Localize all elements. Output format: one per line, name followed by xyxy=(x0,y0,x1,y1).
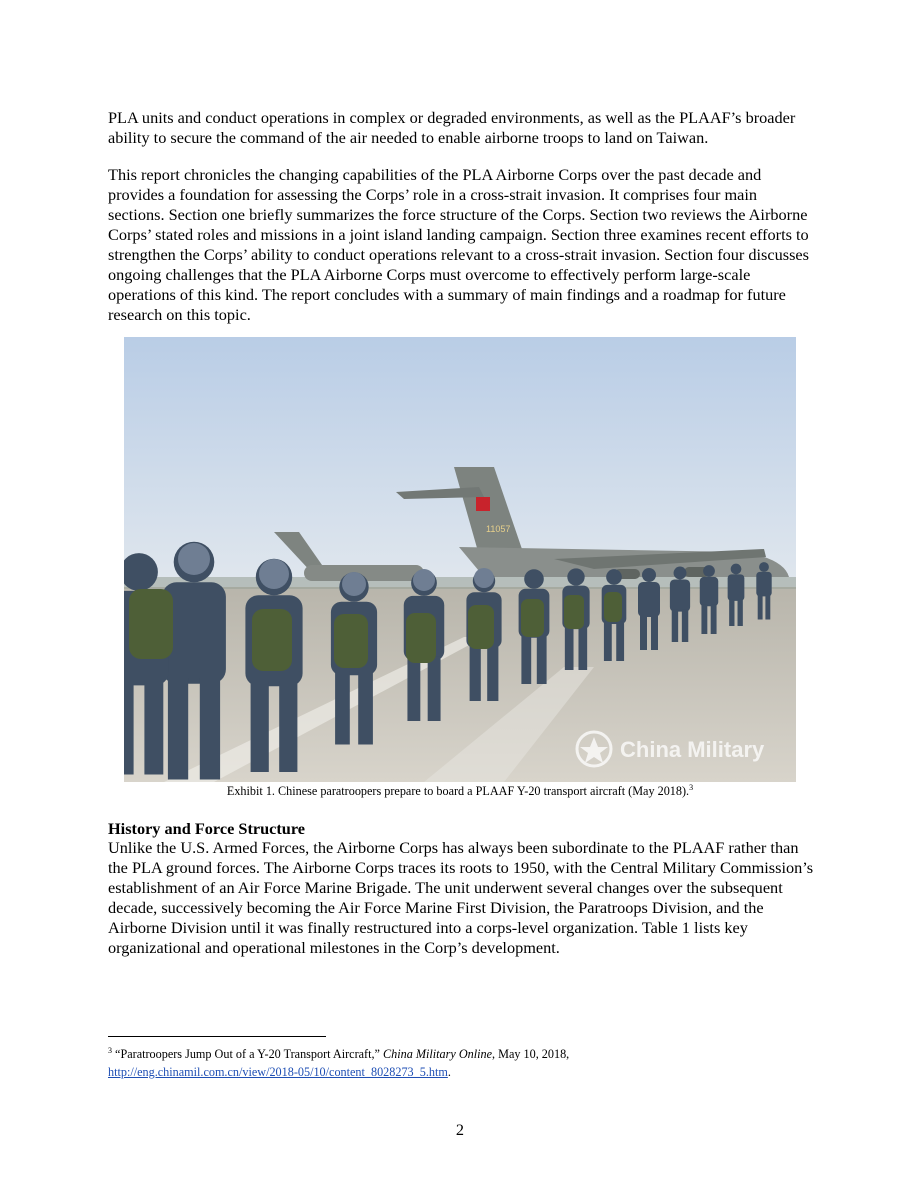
footnote-link[interactable]: http://eng.chinamil.com.cn/view/2018-05/10/content_8028273_5.htm xyxy=(108,1065,448,1079)
tail-number: 11057 xyxy=(486,524,511,534)
exhibit-photo xyxy=(124,337,796,782)
footnote-date: , May 10, 2018, xyxy=(492,1047,570,1061)
caption-text: Exhibit 1. Chinese paratroopers prepare to board a PLAAF Y-20 transport aircraft (May 2018). xyxy=(226,784,690,798)
footnote-marker: 3 xyxy=(108,1045,112,1055)
footnote-separator xyxy=(108,1036,326,1037)
footnote xyxy=(108,1045,814,1081)
exhibit-caption xyxy=(124,784,796,798)
body-paragraph-3: Unlike the U.S. Armed Forces, the Airborne Corps has always been subordinate to the PLAAF rather than the PLA ground forces. The Airborne Corps traces its roots to 1950, with the Central Military Commission’s establishment of an Air Force Marine Brigade. The unit underwent several changes over the subsequent decade, successively becoming the Air Force Marine First Division, the Paratroops Division, and the Airborne Division until it was finally restructured into a corps-level organization. Table 1 lists key organizational and operational milestones in the Corp’s development. xyxy=(108,838,814,957)
body-paragraph-1: PLA units and conduct operations in complex or degraded environments, as well as the PLAAF’s broader ability to secure the command of the air needed to enable airborne troops to land on Taiwan. xyxy=(108,108,796,147)
section-heading: History and Force Structure xyxy=(108,819,306,838)
paratroopers-photo-illustration xyxy=(124,337,796,782)
footnote-title: “Paratroopers Jump Out of a Y-20 Transport Aircraft,” xyxy=(112,1047,384,1061)
china-military-watermark xyxy=(577,732,765,766)
footnote-end: . xyxy=(447,1065,451,1079)
footnote-source: China Military Online xyxy=(383,1047,493,1061)
page-number: 2 xyxy=(455,1120,465,1139)
body-paragraph-2: This report chronicles the changing capabilities of the PLA Airborne Corps over the past decade and provides a foundation for assessing the Corps’ role in a cross-strait invasion. It comprises four main sections. Section one briefly summarizes the force structure of the Corps. Section two reviews the Airborne Corps’ stated roles and missions in a joint island landing campaign. Section three examines recent efforts to strengthen the Corps’ ability to conduct operations relevant to a cross-strait invasion. Section four discusses ongoing challenges that the PLA Airborne Corps must overcome to effectively perform large-scale operations of this kind. The report concludes with a summary of main findings and a roadmap for future research on this topic. xyxy=(108,165,809,324)
caption-footnote-ref[interactable]: 3 xyxy=(689,782,694,792)
svg-text:China Military: China Military xyxy=(620,737,765,762)
